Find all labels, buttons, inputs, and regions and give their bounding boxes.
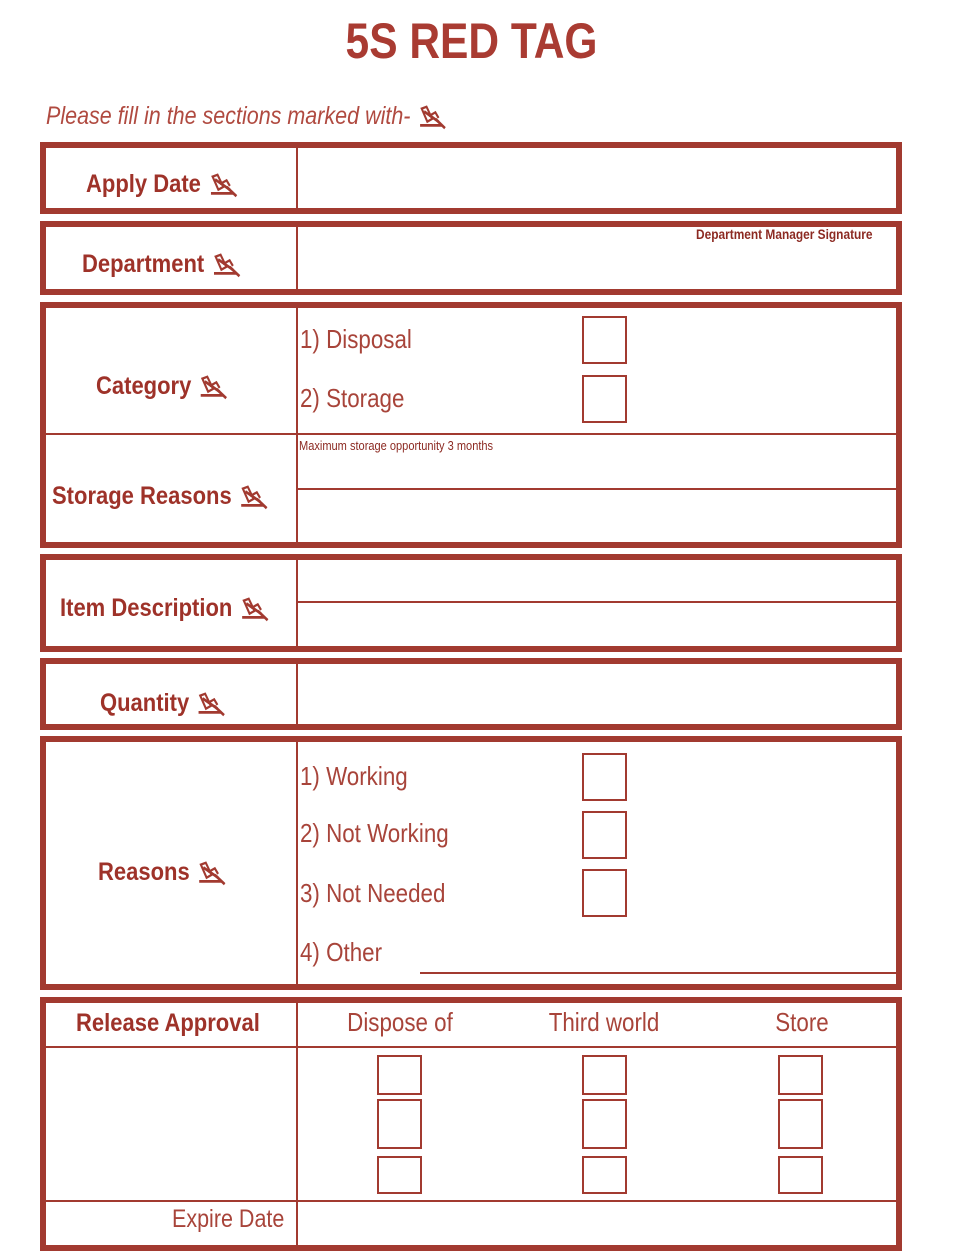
item-description-field-2[interactable] [300,605,894,643]
not-needed-checkbox[interactable] [582,869,627,917]
reason-option-not-needed: 3) Not Needed [300,878,446,908]
reason-option-working: 1) Working [300,761,408,791]
storage-reasons-label: Storage Reasons [52,482,270,511]
pen-sign-icon [210,251,242,279]
divider [296,560,298,646]
pen-sign-icon [207,171,239,199]
department-label: Department [82,250,242,279]
divider [46,433,896,435]
divider [296,664,298,724]
divider [296,227,298,289]
disposal-checkbox[interactable] [582,316,627,364]
page-title: 5S RED TAG [345,13,598,69]
item-description-field-1[interactable] [300,562,894,600]
dispose-of-checkbox[interactable] [377,1099,422,1149]
reason-option-other: 4) Other [300,937,383,967]
reasons-label: Reasons [98,858,228,887]
divider [46,1200,896,1202]
storage-checkbox[interactable] [582,375,627,423]
quantity-field[interactable] [300,666,894,722]
reason-option-not-working: 2) Not Working [300,818,449,848]
category-label: Category [96,372,229,401]
storage-reasons-field-1[interactable] [300,456,894,486]
category-option-storage: 2) Storage [300,383,405,413]
store-checkbox[interactable] [778,1055,823,1095]
storage-limit-note: Maximum storage opportunity 3 months [299,438,494,453]
pen-sign-icon [197,373,229,401]
category-option-disposal: 1) Disposal [300,324,412,354]
pen-sign-icon [416,103,447,131]
writing-line [298,601,896,603]
department-field[interactable] [300,246,894,288]
quantity-label: Quantity [100,689,227,718]
department-manager-signature-note: Department Manager Signature [696,226,873,242]
pen-sign-icon [196,859,228,887]
other-writing-line [420,972,896,974]
apply-date-field[interactable] [300,150,894,206]
apply-date-label: Apply Date [86,170,239,199]
storage-reasons-field-2[interactable] [300,492,894,540]
divider [296,308,298,542]
third-world-checkbox[interactable] [582,1156,627,1194]
column-third-world: Third world [548,1007,660,1037]
dispose-of-checkbox[interactable] [377,1055,422,1095]
expire-date-field[interactable] [300,1204,894,1242]
third-world-checkbox[interactable] [582,1055,627,1095]
writing-line [298,488,896,490]
other-reason-field[interactable] [420,940,894,970]
store-checkbox[interactable] [778,1156,823,1194]
working-checkbox[interactable] [582,753,627,801]
store-checkbox[interactable] [778,1099,823,1149]
pen-sign-icon [238,483,270,511]
divider [296,148,298,208]
column-store: Store [775,1007,829,1037]
divider [46,1046,896,1048]
item-description-label: Item Description [60,594,270,623]
divider [296,1003,298,1245]
pen-sign-icon [195,690,227,718]
pen-sign-icon [238,595,270,623]
instruction-text: Please fill in the sections marked with- [46,102,447,131]
not-working-checkbox[interactable] [582,811,627,859]
release-approval-label: Release Approval [76,1009,260,1037]
third-world-checkbox[interactable] [582,1099,627,1149]
column-dispose-of: Dispose of [347,1007,453,1037]
expire-date-label: Expire Date [172,1205,285,1233]
divider [296,742,298,984]
dispose-of-checkbox[interactable] [377,1156,422,1194]
